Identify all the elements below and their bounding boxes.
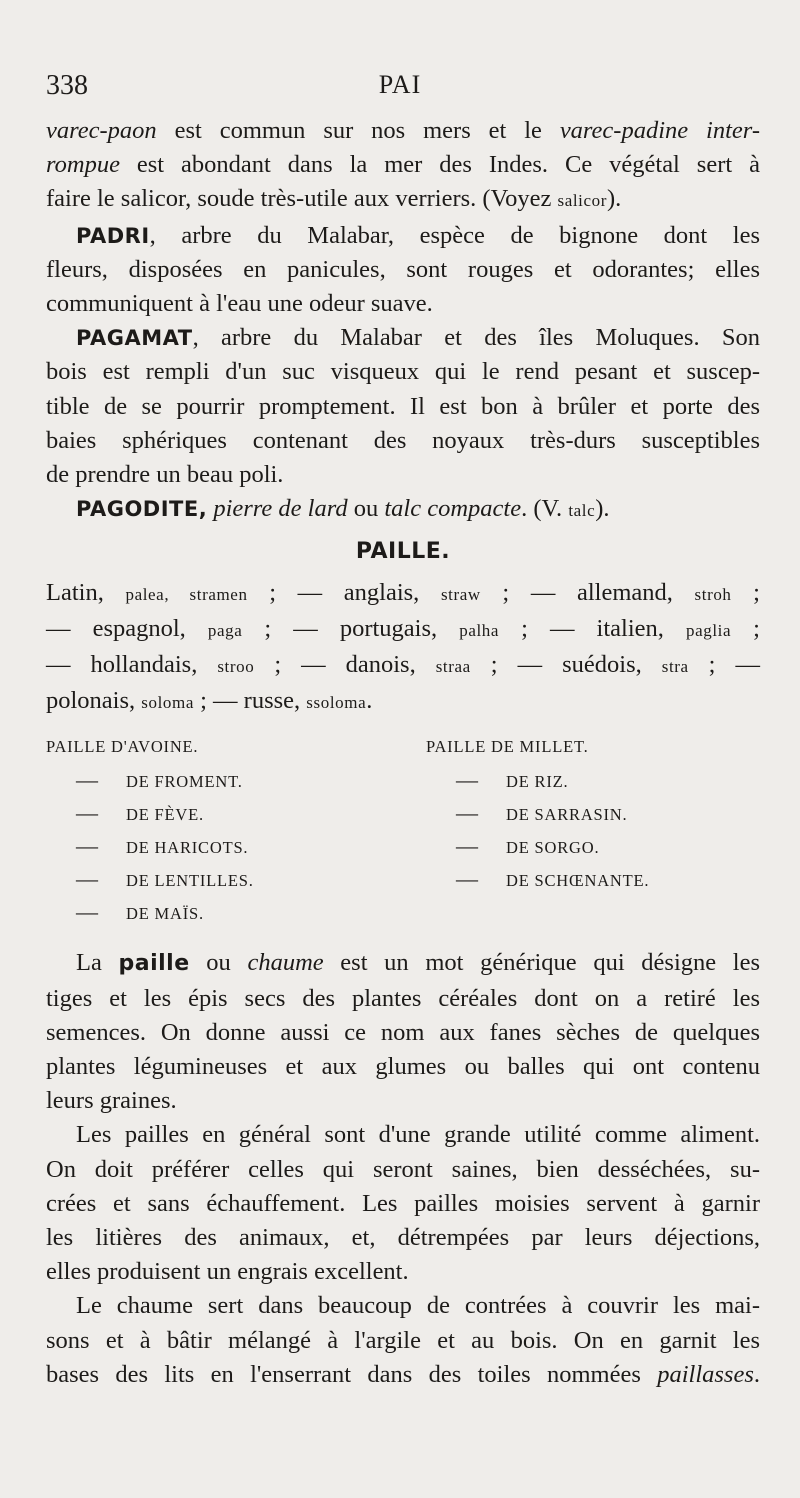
text: ; — danois, bbox=[254, 651, 436, 679]
term-pierre-de-lard: pierre de lard bbox=[207, 495, 348, 523]
text: est un mot générique qui désigne les bbox=[323, 949, 761, 977]
text: faire le salicor, soude très-utile aux verriers. (Voyez bbox=[46, 185, 558, 213]
text: DE SARRASIN. bbox=[506, 805, 628, 825]
text: ). bbox=[595, 495, 610, 523]
varieties-right-column bbox=[426, 730, 649, 895]
paragraph-definition bbox=[46, 946, 760, 1118]
danish-name: straa bbox=[435, 657, 471, 677]
text: communiquent à l'eau une odeur suave. bbox=[46, 290, 433, 318]
text: , arbre du Malabar et des îles Moluques. Son bbox=[192, 324, 760, 352]
text: ; — portugais, bbox=[242, 614, 460, 642]
text: Le chaume sert dans beaucoup de contrées à couvrir les mai- bbox=[76, 1292, 760, 1320]
text: tiges et les épis secs des plantes céréales dont on a retiré les bbox=[46, 984, 760, 1012]
text: . (V. bbox=[521, 495, 569, 523]
term-paille: paille bbox=[118, 951, 190, 977]
text: DE LENTILLES. bbox=[126, 871, 254, 891]
text: tible de se pourrir promptement. Il est bon à brûler et porte des bbox=[46, 392, 760, 420]
term-varec-padine: varec-padine inter- bbox=[559, 117, 760, 144]
cross-ref-talc: talc bbox=[568, 501, 596, 521]
text: fleurs, disposées en panicules, sont rouges et odorantes; elles bbox=[46, 255, 760, 283]
text: sons et à bâtir mélangé à l'argile et au bois. On en garnit les bbox=[46, 1326, 760, 1354]
text: ). bbox=[607, 185, 622, 213]
text: . bbox=[753, 1360, 760, 1388]
list-item bbox=[46, 895, 254, 928]
text: , arbre du Malabar, espèce de bignone dont les bbox=[149, 221, 760, 249]
list-item bbox=[46, 862, 254, 895]
term-rompue: rompue bbox=[46, 151, 120, 179]
text: DE MAÏS. bbox=[126, 904, 204, 924]
list-item bbox=[426, 796, 649, 829]
latin-name: palea, stramen bbox=[125, 584, 248, 604]
text: ; bbox=[731, 578, 760, 606]
dutch-name: stroo bbox=[217, 657, 255, 677]
italian-name: paglia bbox=[685, 620, 732, 640]
text: ; — bbox=[688, 651, 760, 679]
list-item: PAILLE DE MILLET. bbox=[426, 737, 589, 757]
text: DE FÈVE. bbox=[126, 805, 204, 825]
term-chaume: chaume bbox=[247, 949, 324, 977]
paragraph-varec bbox=[46, 114, 760, 219]
text: ; — italien, bbox=[499, 614, 686, 642]
text: plantes légumineuses et aux glumes ou balles qui ont contenu bbox=[46, 1053, 760, 1081]
portuguese-name: palha bbox=[459, 620, 500, 640]
text: semences. On donne aussi ce nom aux fanes sèches de quelques bbox=[46, 1018, 760, 1046]
entry-pagodite bbox=[46, 492, 760, 528]
polish-name: soloma bbox=[141, 693, 194, 713]
cross-ref-salicor: salicor bbox=[557, 191, 608, 211]
page-number: 338 bbox=[46, 70, 88, 101]
text: Latin, bbox=[46, 578, 126, 606]
text: DE RIZ. bbox=[506, 772, 569, 792]
text: ; — suédois, bbox=[470, 651, 662, 679]
term-talc-compacte: talc compacte bbox=[384, 495, 522, 523]
spanish-name: paga bbox=[207, 620, 243, 640]
text: ; — anglais, bbox=[247, 578, 441, 606]
entry-pagamat bbox=[46, 321, 760, 492]
text: DE FROMENT. bbox=[126, 772, 243, 792]
entry-padri bbox=[46, 219, 760, 322]
running-head: PAI bbox=[378, 70, 422, 99]
page-body bbox=[46, 114, 760, 1392]
text: bois est rempli d'un suc visqueux qui le rend pesant et suscep- bbox=[46, 358, 760, 386]
text: — espagnol, bbox=[46, 614, 208, 642]
term-paillasses: paillasses bbox=[657, 1360, 754, 1388]
text: — hollandais, bbox=[46, 651, 218, 679]
text: est commun sur nos mers et le bbox=[156, 117, 560, 144]
text: ; bbox=[731, 614, 760, 642]
headword-padri: PADRI bbox=[76, 223, 150, 248]
list-item: PAILLE D'AVOINE. bbox=[46, 737, 199, 757]
text: ou bbox=[189, 949, 248, 977]
text: ; — allemand, bbox=[480, 578, 695, 606]
paragraph-chaume bbox=[46, 1289, 760, 1392]
varieties-left-column bbox=[46, 730, 254, 928]
text: ou bbox=[347, 495, 385, 523]
synonyms-block bbox=[46, 576, 760, 721]
list-item bbox=[426, 763, 649, 796]
list-item bbox=[46, 796, 254, 829]
text: Les pailles en général sont d'une grande utilité comme aliment. bbox=[76, 1121, 760, 1149]
swedish-name: stra bbox=[661, 657, 689, 677]
text: DE SORGO. bbox=[506, 838, 600, 858]
section-heading bbox=[46, 534, 760, 569]
text: DE HARICOTS. bbox=[126, 838, 249, 858]
german-name: stroh bbox=[694, 584, 732, 604]
text: leurs graines. bbox=[46, 1087, 177, 1115]
text: bases des lits en l'enserrant dans des toiles nommées bbox=[46, 1360, 658, 1388]
text: . bbox=[366, 687, 373, 715]
text: est abondant dans la mer des Indes. Ce végétal sert à bbox=[119, 151, 760, 179]
page-header bbox=[46, 70, 754, 106]
text: On doit préférer celles qui seront saines, bien desséchées, su- bbox=[46, 1155, 760, 1183]
headword-pagodite: PAGODITE, bbox=[76, 497, 208, 522]
text: ; — russe, bbox=[194, 687, 307, 715]
english-name: straw bbox=[440, 584, 481, 604]
term-varec-paon: varec-paon bbox=[46, 117, 157, 144]
list-item bbox=[46, 763, 254, 796]
list-item bbox=[46, 829, 254, 862]
text: elles produisent un engrais excellent. bbox=[46, 1258, 409, 1286]
text: crées et sans échauffement. Les pailles moisies servent à garnir bbox=[46, 1189, 760, 1217]
section-title: PAILLE. bbox=[355, 539, 451, 565]
paragraph-use bbox=[46, 1118, 760, 1289]
list-item bbox=[426, 829, 649, 862]
text: baies sphériques contenant des noyaux très-durs susceptibles bbox=[46, 426, 760, 454]
text: DE SCHŒNANTE. bbox=[506, 871, 650, 891]
list-item bbox=[426, 862, 649, 895]
headword-pagamat: PAGAMAT bbox=[76, 326, 193, 351]
text: La bbox=[76, 949, 119, 977]
varieties-list bbox=[46, 730, 760, 930]
text: les litières des animaux, et, détrempées par leurs déjections, bbox=[46, 1224, 760, 1252]
text: polonais, bbox=[46, 687, 142, 715]
text: de prendre un beau poli. bbox=[46, 461, 284, 489]
russian-name: ssoloma bbox=[306, 693, 367, 713]
